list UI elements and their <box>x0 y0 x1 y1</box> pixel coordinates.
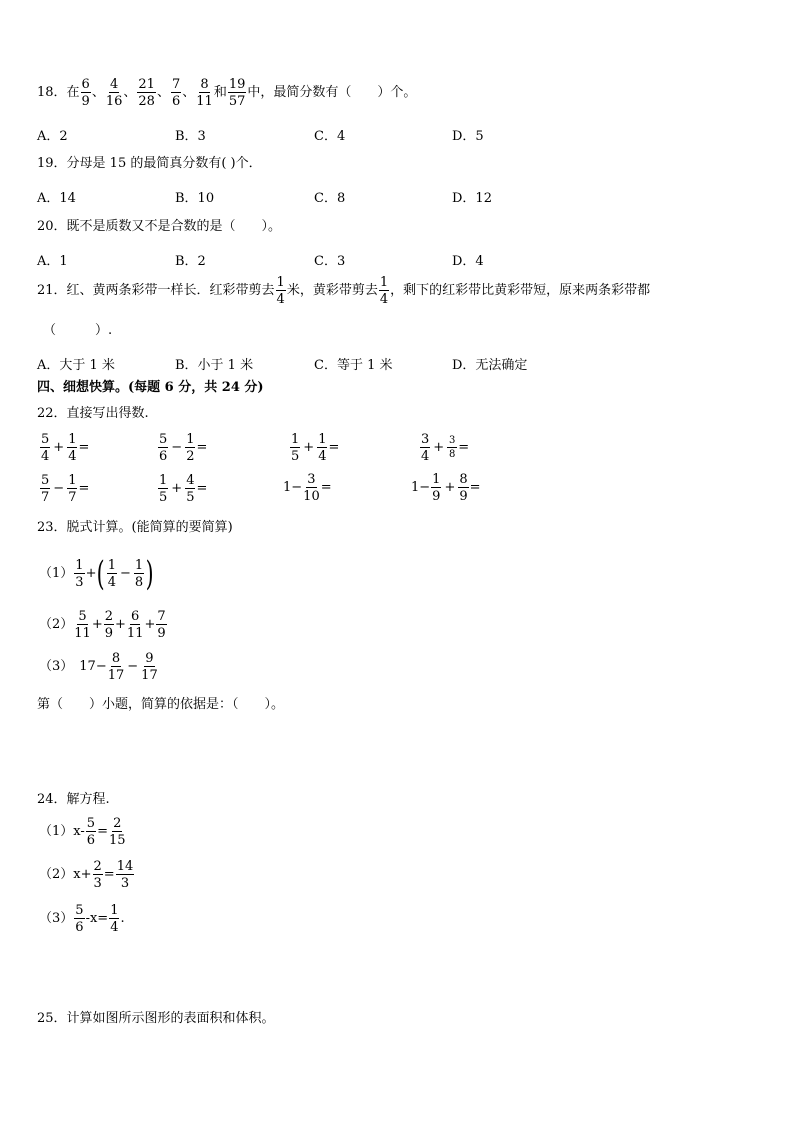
q24-eq-1: （1） x- $\frac{5}{6}$ = $\frac{2}{15}$ <box>39 816 126 848</box>
q18-option-c: C．4 <box>314 129 346 144</box>
q20-option-a: A．1 <box>37 254 68 269</box>
q21-option-c: C．等于 1 米 <box>314 358 393 373</box>
q23-expr-2: （2） $\frac{5}{11}$ + $\frac{2}{9}$ + $\frac{6}{11}$ + $\frac{7}{9}$ <box>39 609 166 641</box>
q21-option-d: D．无法确定 <box>452 358 528 373</box>
q18-option-d: D．5 <box>452 129 484 144</box>
q18-number: 18．在 <box>37 85 80 100</box>
q22-item-8: 1− $\frac{1}{9}$ + $\frac{8}{9}$ = <box>411 472 481 504</box>
q19-option-d: D．12 <box>452 191 492 206</box>
q19-option-a: A．14 <box>37 191 76 206</box>
q22-item-7: 1− $\frac{3}{10}$ = <box>283 472 332 504</box>
q24-eq-2: （2） x+ $\frac{2}{3}$ = $\frac{14}{3}$ <box>39 859 134 891</box>
q21-line-1: 21．红、黄两条彩带一样长．红彩带剪去 $\frac{1}{4}$ 米，黄彩带剪去 $\frac{1}{4}$ ，剩下的红彩带比黄彩带短，原来两条彩带都 <box>37 275 651 307</box>
q23-expr-1: （1） $\frac{1}{3}$ + ( $\frac{1}{4}$ − $\frac{1}{8}$ ) <box>39 554 154 594</box>
q24-eq-3: （3） $\frac{5}{6}$ -x= $\frac{1}{4}$ . <box>39 903 125 935</box>
q22-item-2: $\frac{5}{6}$ − $\frac{1}{2}$ = <box>159 432 208 464</box>
q18-option-b: B．3 <box>175 129 206 144</box>
q22-title: 22．直接写出得数. <box>37 406 149 421</box>
q18-frac-3: $\frac{21}{28}$ <box>138 77 155 109</box>
q18-frac-6: $\frac{19}{57}$ <box>228 77 246 109</box>
q24-title: 24．解方程. <box>37 792 110 807</box>
q25-text: 25．计算如图所示图形的表面积和体积。 <box>37 1011 275 1026</box>
q22-item-4: $\frac{3}{4}$ + $\frac{3}{8}$ = <box>421 432 470 464</box>
q19-option-c: C．8 <box>314 191 346 206</box>
q20-option-d: D．4 <box>452 254 484 269</box>
q20-option-c: C．3 <box>314 254 346 269</box>
q21-line-2: （ ）. <box>43 323 113 338</box>
q21-frac-2: $\frac{1}{4}$ <box>379 275 389 307</box>
q20-option-b: B．2 <box>175 254 206 269</box>
q23-note: 第（ ）小题，简算的依据是：（ ）。 <box>37 697 285 712</box>
q19-option-b: B．10 <box>175 191 215 206</box>
q20-text: 20．既不是质数又不是合数的是（ ）。 <box>37 219 282 234</box>
q21-option-a: A．大于 1 米 <box>37 358 115 373</box>
q18-frac-4: $\frac{7}{6}$ <box>171 77 181 109</box>
q18-frac-1: $\frac{6}{9}$ <box>81 77 90 109</box>
q23-expr-3: （3） 17− $\frac{8}{17}$ − $\frac{9}{17}$ <box>39 651 158 683</box>
q18-frac-5: $\frac{8}{11}$ <box>196 77 213 109</box>
q18-frac-2: $\frac{4}{16}$ <box>105 77 123 109</box>
q18-option-a: A．2 <box>37 129 68 144</box>
q23-title: 23．脱式计算。(能简算的要简算) <box>37 520 233 535</box>
section-4-heading: 四、细想快算。(每题 6 分，共 24 分) <box>37 380 264 395</box>
q22-item-5: $\frac{5}{7}$ − $\frac{1}{7}$ = <box>41 473 90 505</box>
q22-item-6: $\frac{1}{5}$ + $\frac{4}{5}$ = <box>159 473 208 505</box>
q21-option-b: B．小于 1 米 <box>175 358 254 373</box>
q22-item-3: $\frac{1}{5}$ + $\frac{1}{4}$ = <box>291 432 340 464</box>
q21-frac-1: $\frac{1}{4}$ <box>276 275 285 307</box>
q19-text: 19．分母是 15 的最简真分数有( )个． <box>37 156 262 171</box>
q22-item-1: $\frac{5}{4}$ + $\frac{1}{4}$ = <box>41 432 90 464</box>
q18-line: 18．在 $\frac{6}{9}$ 、 $\frac{4}{16}$ 、 $\frac{21}{28}$ 、 $\frac{7}{6}$ 、 $\frac{8}{11}$ 和 $\frac{19}{57}$ 中，最简分数有（ ）个。 <box>37 77 417 109</box>
q18-tail: 中，最简分数有（ ）个。 <box>247 85 417 100</box>
